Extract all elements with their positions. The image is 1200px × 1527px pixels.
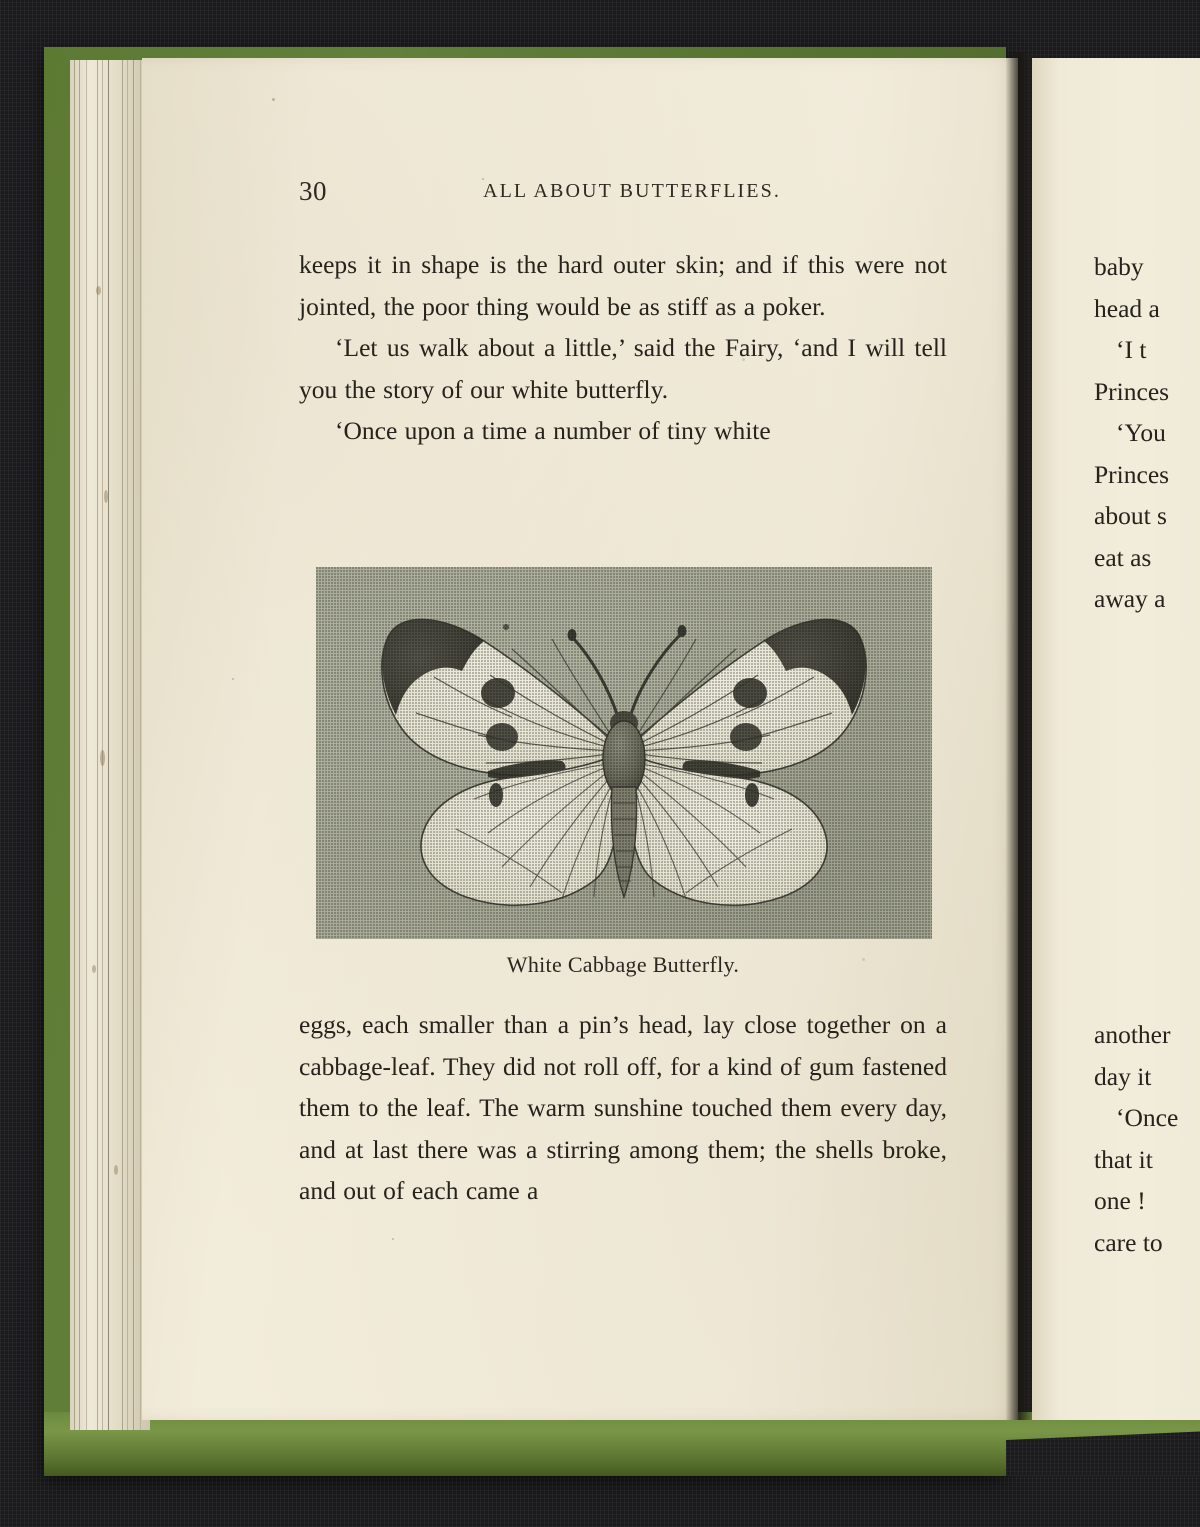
right-fragment-line: another [1094,1020,1171,1049]
right-fragment-line: eat as [1094,542,1152,572]
right-fragment-line: about s [1094,501,1167,530]
right-fragment-line: ‘Once [1116,1103,1179,1132]
right-page-fragments-upper [1094,246,1169,620]
right-page-fragments-lower [1094,1014,1178,1263]
butterfly-illustration [316,567,932,939]
figure-white-cabbage-butterfly [316,567,932,939]
right-fragment-line: day it [1094,1061,1152,1091]
figure-caption: White Cabbage Butterfly. [506,952,740,977]
text-column-lower [299,1004,947,1212]
paragraph-2: ‘Let us walk about a little,’ said the Fairy, ‘and I will tell you the story of our white butterfly. [299,333,947,404]
right-fragment-line: ‘You [1116,418,1166,447]
paragraph-3: ‘Once upon a time a number of tiny white [335,416,771,445]
running-title: ALL ABOUT BUTTERFLIES. [483,180,781,202]
paragraph-1: keeps it in shape is the hard outer skin; and if this were not jointed, the poor thing would be as stiff as a poker. [299,250,947,321]
right-fragment-line: Princes [1094,459,1170,489]
right-fragment-line: ‘I t [1116,335,1147,364]
right-fragment-line: one ! [1094,1186,1146,1215]
right-fragment-line: baby [1094,252,1144,281]
right-fragment-line: away a [1094,584,1166,613]
right-fragment-line: head a [1094,293,1160,323]
right-fragment-line: care to [1094,1227,1163,1257]
paragraph-4: eggs, each smaller than a pin’s head, lay close together on a cabbage-leaf. They did not roll off, for a kind of gum fastened them to the leaf. The warm sunshine touched them every day, and at last there was a stirring among them; the shells broke, and out of each came a [299,1010,947,1205]
running-header [299,176,947,220]
page-number: 30 [299,176,327,206]
right-fragment-line: Princes [1094,376,1170,406]
right-fragment-line: that it [1094,1144,1153,1174]
text-column [299,176,947,452]
halftone-plate [316,567,932,939]
page-block-fore-edge [70,60,150,1430]
